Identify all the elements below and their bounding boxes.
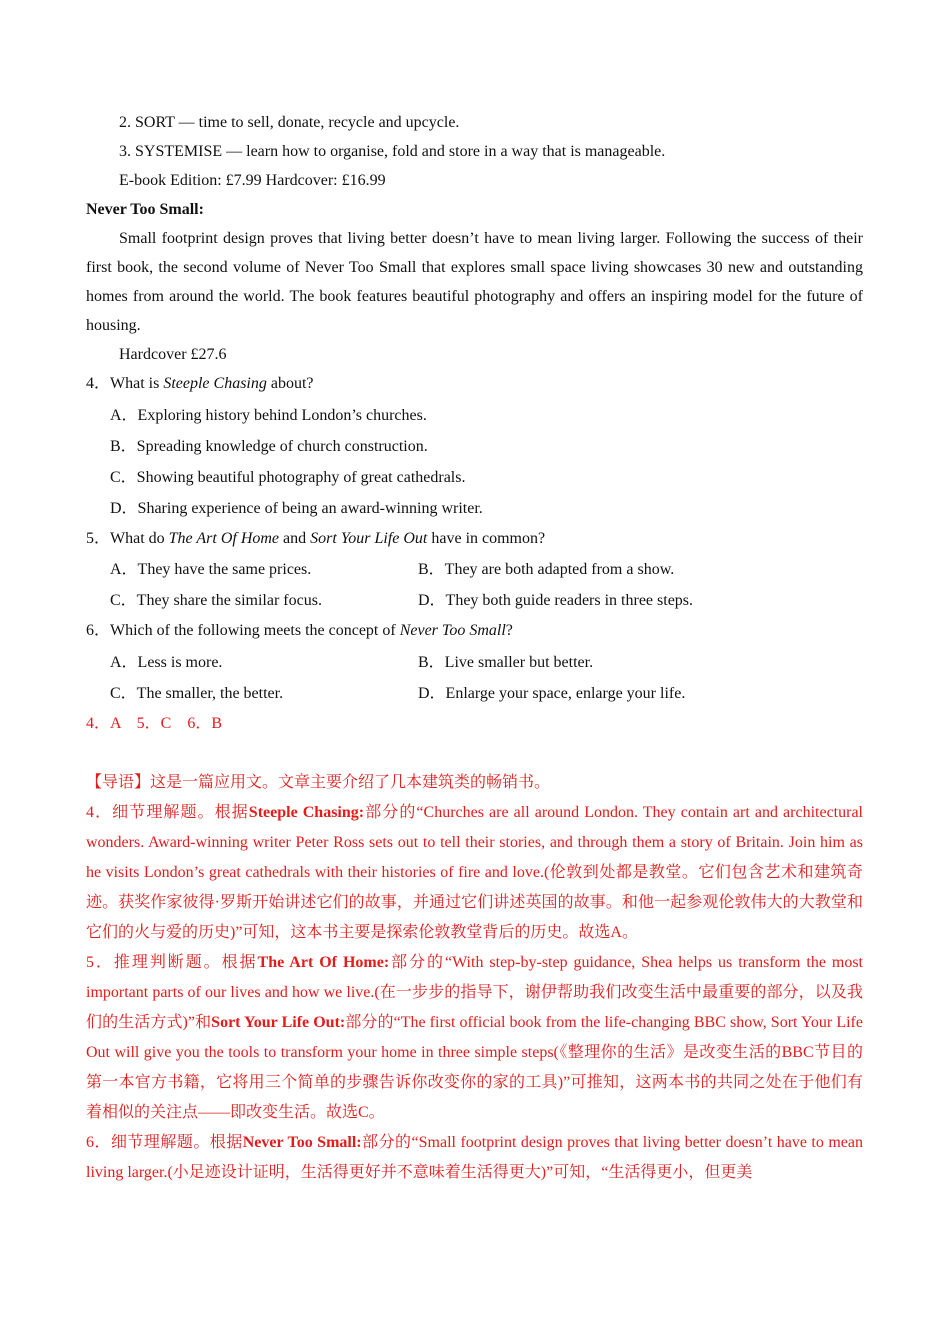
e5-bold1: The Art Of Home: [257, 954, 390, 971]
q4-post: about? [266, 375, 314, 392]
answer-key: 4．A 5．C 6．B [86, 714, 223, 732]
q5-option-c: C．They share the similar focus. [110, 592, 322, 609]
q5-mid: and [279, 529, 311, 547]
sort-step-line: 2. SORT — time to sell, donate, recycle and upcycle. [119, 114, 460, 131]
explanation-intro: 【导语】这是一篇应用文。文章主要介绍了几本建筑类的畅销书。 [86, 774, 551, 791]
never-too-small-heading: Never Too Small: [86, 201, 204, 218]
never-too-small-price: Hardcover £27.6 [119, 346, 227, 363]
explanation-block [86, 768, 863, 1188]
e6-bold: Never Too Small: [242, 1134, 362, 1151]
q5-pre: 5．What do [86, 529, 169, 547]
q4-option-c: C．Showing beautiful photography of great cathedrals. [110, 468, 466, 486]
q4-title: Steeple Chasing [163, 375, 267, 392]
explanation-4 [86, 798, 863, 948]
q6-pre: 6．Which of the following meets the concept of [86, 622, 400, 639]
q5-title1: The Art Of Home [168, 529, 280, 547]
e5-text2: 部分的“The first official book from the life-changing BBC show, Sort Your Life Out will give you the tools to transform your home in three simple steps(《整理你的生活》是改变生活的BBC节目的第一本官方书籍，它将用三个简单的步骤告诉你改变你的家的工具)”可推知，这两本书的共同之处在于他们有着相似的关注点——即改变生活。故选C。 [86, 1014, 863, 1121]
e6-text: 部分的“Small footprint design proves that living better doesn’t have to mean living larger.(小足迹设计证明，生活得更好并不意味着生活得更大)”可知，“生活得更小，但更美 [86, 1134, 863, 1181]
e4-pre: 4．细节理解题。根据 [86, 804, 249, 821]
q6-options-row-2 [86, 678, 863, 709]
e5-pre: 5．推理判断题。根据 [86, 954, 258, 971]
q6-options-row-1 [86, 647, 863, 678]
q4-option-d: D．Sharing experience of being an award-winning writer. [110, 499, 483, 517]
explanation-5 [86, 948, 863, 1128]
systemise-step-line: 3. SYSTEMISE — learn how to organise, fold and store in a way that is manageable. [119, 143, 666, 160]
q4-pre: 4．What is [86, 375, 164, 392]
q5-option-b: B．They are both adapted from a show. [418, 561, 675, 578]
q5-options-row-2 [86, 585, 863, 616]
q4-option-a: A．Exploring history behind London’s churches. [110, 406, 427, 424]
q6-option-a: A．Less is more. [110, 653, 223, 671]
e6-pre: 6．细节理解题。根据 [86, 1134, 243, 1151]
price-line: E-book Edition: £7.99 Hardcover: £16.99 [119, 172, 386, 189]
q6-post: ? [505, 622, 513, 639]
question-5 [86, 524, 863, 555]
q5-post: have in common? [427, 529, 546, 547]
q5-title2: Sort Your Life Out [310, 529, 428, 547]
document-page [86, 108, 863, 1188]
q5-options-row-1 [86, 554, 863, 585]
q5-option-a: A．They have the same prices. [110, 561, 312, 578]
e5-bold2: Sort Your Life Out: [211, 1014, 346, 1031]
e4-bold: Steeple Chasing: [248, 804, 365, 821]
explanation-6 [86, 1128, 863, 1188]
q5-option-d: D．They both guide readers in three steps. [418, 592, 694, 609]
q6-option-d: D．Enlarge your space, enlarge your life. [418, 684, 686, 702]
e5-text1: 部分的“With step-by-step guidance, Shea helps us transform the most important parts of our lives and how we live.(在一步步的指导下，谢伊帮助我们改变生活中最重要的部分，以及我们的生活方式)”和 [86, 954, 863, 1031]
question-6 [86, 616, 863, 647]
q6-title: Never Too Small [399, 622, 506, 639]
q6-option-b: B．Live smaller but better. [418, 653, 594, 671]
question-4 [86, 369, 863, 400]
never-too-small-paragraph: Small footprint design proves that living better doesn’t have to mean living larger. Following the success of their first book, the second volume of Never Too Small that explores small space living showcases 30 new and outstanding homes from around the world. The book features beautiful photography and offers an inspiring model for the future of housing. [86, 230, 863, 334]
q4-option-b: B．Spreading knowledge of church construction. [110, 437, 428, 455]
e4-text: 部分的“Churches are all around London. They contain art and architectural wonders. Award-winning writer Peter Ross sets out to tell their stories, and through them a story of Britain. Join him as he visits London’s great cathedrals with their histories of fire and love.(伦敦到处都是教堂。它们包含艺术和建筑奇迹。获奖作家彼得·罗斯开始讲述它们的故事，并通过它们讲述英国的故事。和他一起参观伦敦伟大的大教堂和它们的火与爱的历史)”可知，这本书主要是探索伦敦教堂背后的历史。故选A。 [86, 804, 863, 941]
q6-option-c: C．The smaller, the better. [110, 684, 284, 702]
